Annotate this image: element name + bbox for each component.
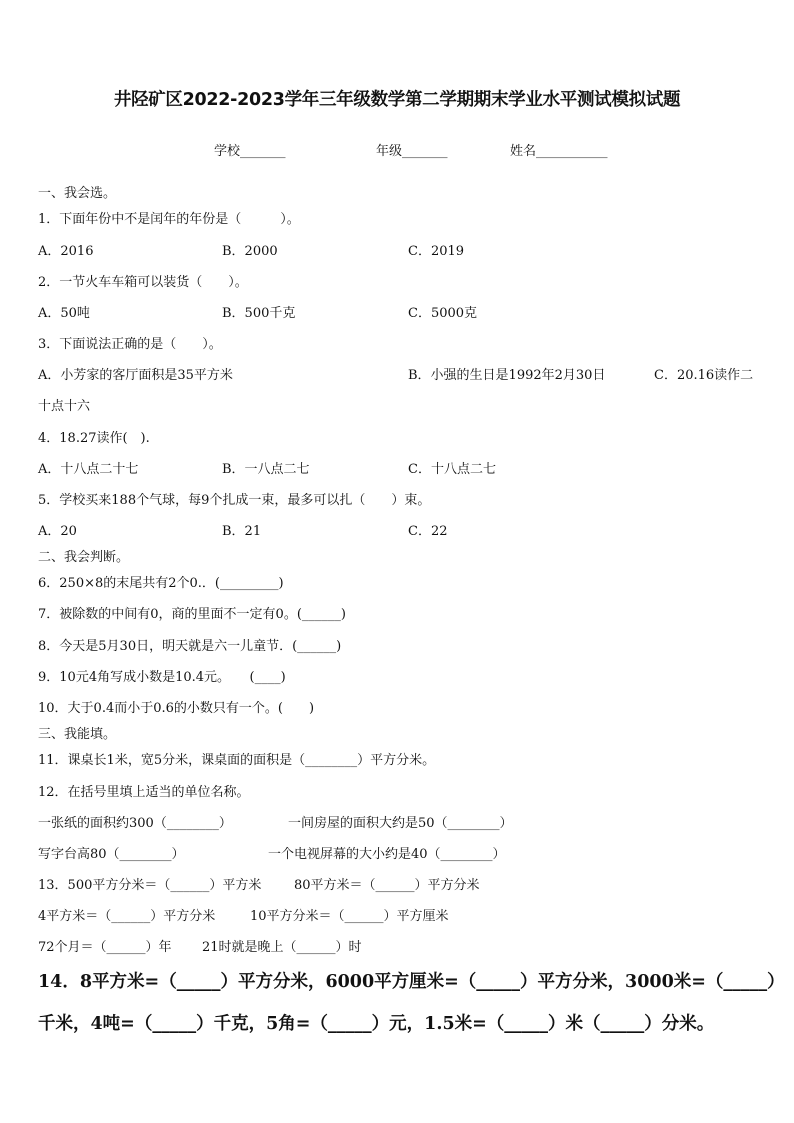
fill-item: 80平方米＝（______）平方分米: [294, 878, 480, 893]
question-14-continued: 千米，4吨=（_____）千克，5角=（_____）元，1.5米=（_____）米（_____）分米。: [38, 1014, 715, 1034]
fill-item: 10平方分米＝（______）平方厘米: [250, 909, 449, 924]
fill-item: 写字台高80（________）: [38, 847, 185, 862]
option-b[interactable]: B．2000: [222, 244, 278, 259]
question-4: 4．18.27读作( ).: [38, 431, 150, 446]
question-11: 11．课桌长1米，宽5分米，课桌面的面积是（________）平方分米。: [38, 753, 436, 768]
option-a[interactable]: A．50吨: [38, 306, 90, 321]
option-c[interactable]: C．十八点二七: [408, 462, 496, 477]
section-heading: 三、我能填。: [38, 727, 117, 742]
option-a[interactable]: A．20: [38, 524, 77, 539]
section-heading: 一、我会选。: [38, 186, 117, 201]
page-title: 井陉矿区2022-2023学年三年级数学第二学期期末学业水平测试模拟试题: [113, 90, 681, 110]
fill-item: 21时就是晚上（______）时: [202, 940, 362, 955]
question-13: 13．500平方分米＝（______）平方米: [38, 878, 262, 893]
section-heading: 二、我会判断。: [38, 550, 130, 565]
question-8: 8．今天是5月30日，明天就是六一儿童节．(______): [38, 639, 342, 654]
option-b[interactable]: B．一八点二七: [222, 462, 310, 477]
question-10: 10．大于0.4而小于0.6的小数只有一个。( ): [38, 701, 315, 716]
option-c[interactable]: C．2019: [408, 244, 465, 259]
option-c[interactable]: C．22: [408, 524, 448, 539]
question-6: 6．250×8的末尾共有2个0.．(_________): [38, 576, 284, 591]
option-a[interactable]: A．小芳家的客厅面积是35平方米: [38, 368, 233, 383]
fill-item: 一间房屋的面积大约是50（________）: [288, 816, 513, 831]
question-7: 7．被除数的中间有0，商的里面不一定有0。(______): [38, 607, 346, 622]
fill-item: 一个电视屏幕的大小约是40（________）: [268, 847, 506, 862]
name-field[interactable]: 姓名___________: [510, 144, 608, 159]
fill-item: 4平方米＝（______）平方分米: [38, 909, 216, 924]
question-9: 9．10元4角写成小数是10.4元。 (____): [38, 670, 286, 685]
question-3: 3．下面说法正确的是（ ）。: [38, 337, 222, 352]
question-2: 2．一节火车车箱可以装货（ ）。: [38, 275, 248, 290]
question-1: 1．下面年份中不是闰年的年份是（ ）。: [38, 212, 300, 227]
question-12: 12．在括号里填上适当的单位名称。: [38, 785, 250, 800]
option-c[interactable]: C．5000克: [408, 306, 478, 321]
option-b[interactable]: B．21: [222, 524, 262, 539]
fill-item: 72个月＝（______）年: [38, 940, 172, 955]
option-a[interactable]: A．十八点二十七: [38, 462, 139, 477]
question-5: 5．学校买来188个气球，每9个扎成一束，最多可以扎（ ）束。: [38, 493, 431, 508]
question-14: 14．8平方米=（_____）平方分米，6000平方厘米=（_____）平方分米，3000米=（_____）: [38, 972, 785, 992]
fill-item: 一张纸的面积约300（________）: [38, 816, 232, 831]
option-c[interactable]: C．20.16读作二: [654, 368, 754, 383]
school-field[interactable]: 学校_______: [214, 144, 286, 159]
option-a[interactable]: A．2016: [38, 244, 94, 259]
grade-field[interactable]: 年级_______: [376, 144, 448, 159]
option-c-continued: 十点十六: [38, 399, 91, 414]
option-b[interactable]: B．500千克: [222, 306, 296, 321]
option-b[interactable]: B．小强的生日是1992年2月30日: [408, 368, 606, 383]
